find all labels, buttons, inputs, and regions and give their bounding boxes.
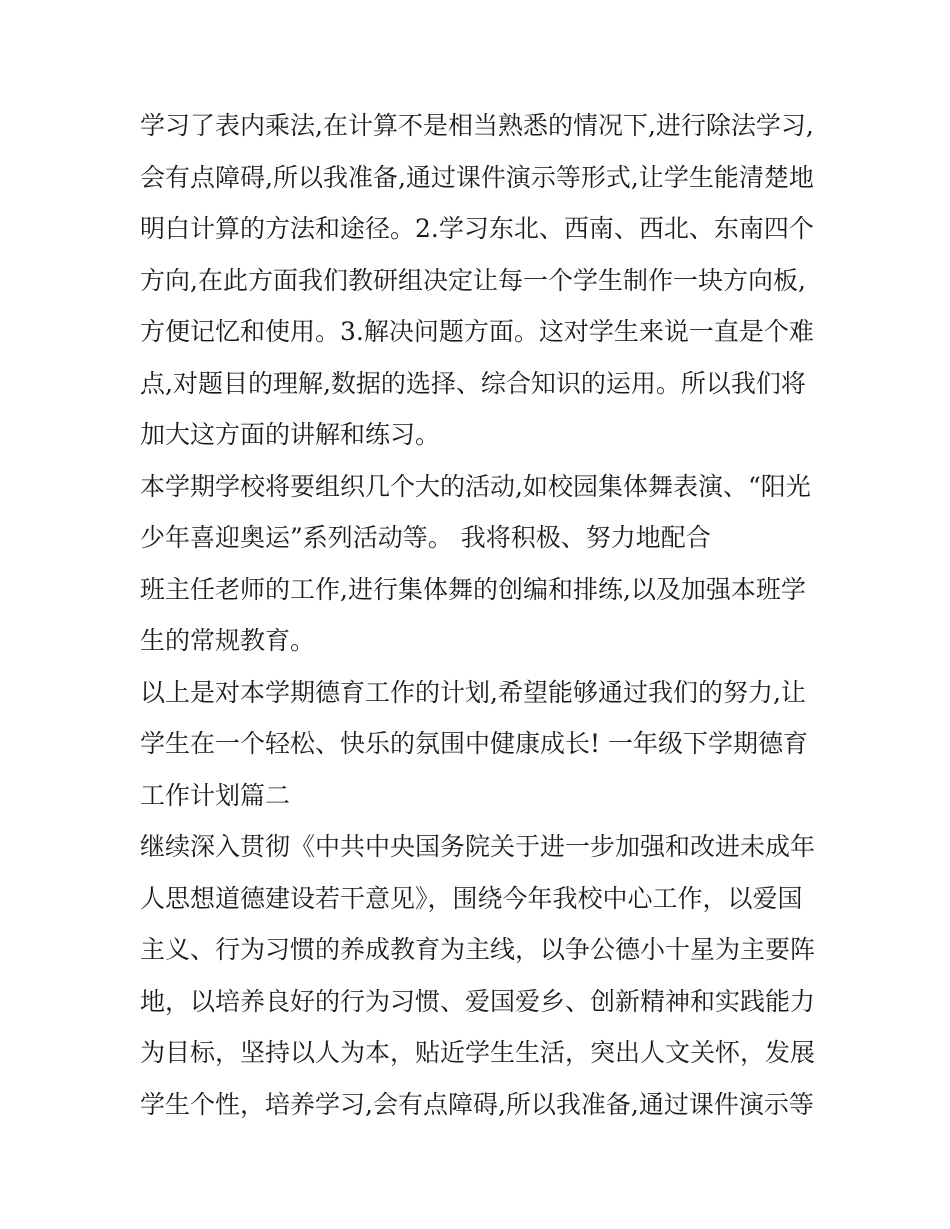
text-line: 为目标，坚持以人为本，贴近学生生活，突出人文关怀，发展	[140, 1038, 816, 1067]
text-line: 工作计划篇二	[140, 780, 291, 810]
text-line: 主义、行为习惯的养成教育为主线，以争公德小十星为主要阵	[140, 935, 816, 964]
text-line: 少年喜迎奥运”系列活动等。 我将积极、努力地配合	[140, 523, 711, 552]
text-line: 地，以培养良好的行为习惯、爱国爱乡、创新精神和实践能力	[140, 986, 816, 1016]
document-body	[140, 100, 820, 1130]
text-line: 方便记忆和使用。3.解决问题方面。这对学生来说一直是个难	[140, 317, 814, 346]
text-line: 明白计算的方法和途径。2.学习东北、西南、西北、东南四个	[140, 214, 814, 243]
text-line: 点,对题目的理解,数据的选择、综合知识的运用。所以我们将	[140, 368, 806, 398]
text-line: 学生在一个轻松、快乐的氛围中健康成长! 一年级下学期德育	[140, 729, 808, 758]
text-line: 方向,在此方面我们教研组决定让每一个学生制作一块方向板,	[140, 265, 806, 295]
text-line: 本学期学校将要组织几个大的活动,如校园集体舞表演、“阳光	[140, 471, 811, 501]
text-line: 人思想道德建设若干意见》，围绕今年我校中心工作，以爱国	[140, 883, 803, 913]
text-line: 继续深入贯彻《中共中央国务院关于进一步加强和改进未成年	[140, 832, 816, 861]
text-line: 学习了表内乘法,在计算不是相当熟悉的情况下,进行除法学习,	[140, 111, 814, 140]
text-line: 以上是对本学期德育工作的计划,希望能够通过我们的努力,让	[140, 677, 806, 707]
text-line: 生的常规教育。	[140, 626, 316, 655]
text-line: 班主任老师的工作,进行集体舞的创编和排练,以及加强本班学	[140, 574, 806, 604]
text-line: 学生个性，培养学习,会有点障碍,所以我准备,通过课件演示等	[140, 1089, 814, 1119]
text-line: 加大这方面的讲解和练习。	[140, 420, 441, 449]
text-line: 会有点障碍,所以我准备,通过课件演示等形式,让学生能清楚地	[140, 162, 814, 192]
